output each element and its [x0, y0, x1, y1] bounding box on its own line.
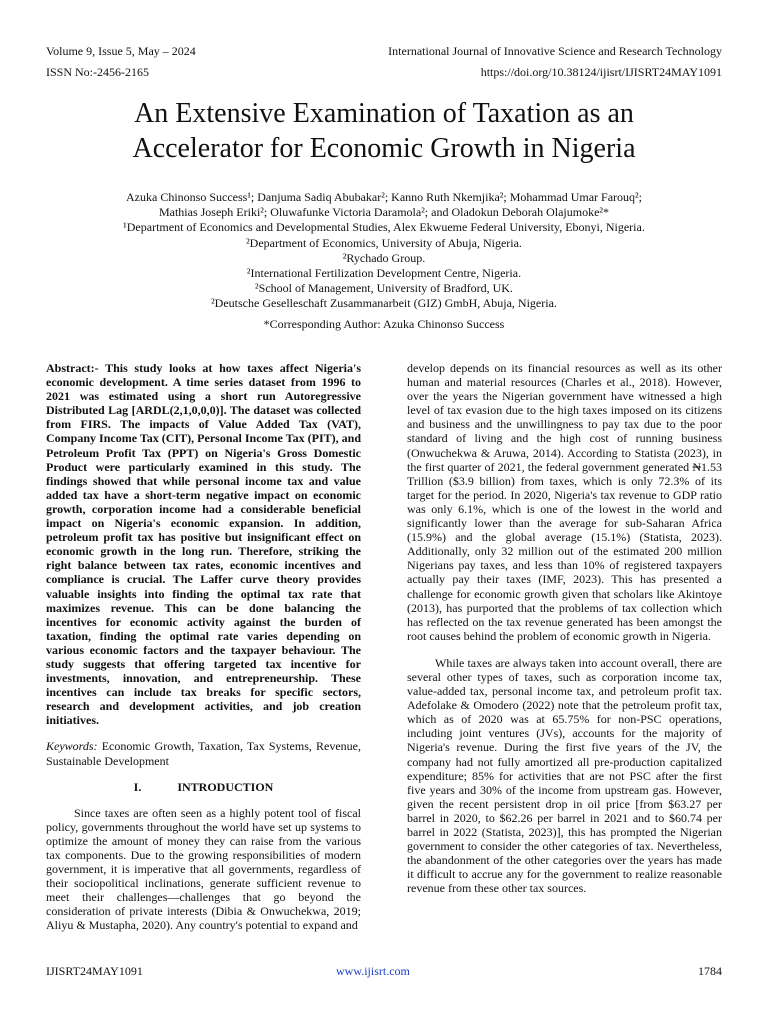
author-block — [40, 190, 728, 312]
authors-line-2: Mathias Joseph Eriki²; Oluwafunke Victoria Daramola²; and Oladokun Deborah Olajumoke²* — [158, 205, 610, 220]
corresponding-author: *Corresponding Author: Azuka Chinonso Success — [263, 317, 505, 331]
keywords — [46, 739, 361, 767]
intro-paragraph: Since taxes are often seen as a highly potent tool of fiscal policy, governments throughout the world have set up systems to optimize the amount of money they can raise from the various tax components. Due to the growing responsibilities of modern government, it is imperative that all governments, regardless of their sociopolitical inclinations, generate sufficient revenue to meet their challenges—challenges that go beyond the consideration of private interests (Dibia & Onwuchekwa, 2019; Aliyu & Mustapha, 2020). Any country's potential to expand and — [46, 805, 361, 933]
title-line-1: An Extensive Examination of Taxation as an — [134, 98, 634, 129]
affiliation: ²Rychado Group. — [342, 250, 426, 265]
keywords-label: Keywords: — [46, 739, 98, 754]
body-paragraph: develop depends on its financial resources as well as its other human and material resources (Charles et al., 2018). However, over the years the Nigerian government have witnessed a high level of tax evasion due to the high taxes imposed on its citizens and business and the unwillingness to pay tax due to the poor standard of living and the high cost of running business (Onwuchekwa & Aruwa, 2014). According to Statista (2023), in the first quarter of 2021, the federal government generated ₦1.53 Trillion ($3.9 billion) from taxes, which is only 72.3% of its target for the period. In 2020, Nigeria's tax revenue to GDP ratio was only 6.1%, which is one of the lowest in the world and significantly lower than the average for sub-Saharan Africa (15.9%) and the global average (15.1%) (Statista, 2023). Additionally, only 32 million out of the estimated 200 million Nigerians pay taxes, and less than 10% of registered taxpayers actually pay their taxes (IMF, 2023). This has presented a challenge for economic growth given that scholars like Akintoye (2013), has purported that the problems of tax collection which has reflected on the tax revenue generated has been amongst the root causes behind the problem of economic growth in Nigeria. — [407, 361, 722, 643]
affiliation: ²School of Management, University of Bradford, UK. — [255, 281, 513, 296]
page-number: 1784 — [698, 964, 722, 978]
affiliation: ²Deutsche Geselleschaft Zusammanarbeit (GIZ) GmbH, Abuja, Nigeria. — [211, 296, 557, 311]
footer-website-link[interactable]: www.ijisrt.com — [336, 964, 410, 978]
issn: ISSN No:-2456-2165 — [46, 65, 150, 79]
left-column — [46, 361, 361, 933]
section-heading — [46, 780, 361, 794]
authors-line-1: Azuka Chinonso Success¹; Danjuma Sadiq Abubakar²; Kanno Ruth Nkemjika²; Mohammad Umar Farouq²; — [126, 190, 642, 204]
keywords-text: Economic Growth, Taxation, Tax Systems, Revenue, Sustainable Development — [46, 739, 361, 768]
affiliation: ²Department of Economics, University of Abuja, Nigeria. — [246, 235, 522, 250]
volume-issue: Volume 9, Issue 5, May – 2024 — [46, 44, 196, 58]
abstract: Abstract:- This study looks at how taxes affect Nigeria's economic development. A time series dataset from 1996 to 2021 was estimated using a short run Autoregressive Distributed Lag [ARDL(2,1,0,0,0)]. The dataset was collected from FIRS. The impacts of Value Added Tax (VAT), Company Income Tax (CIT), Personal Income Tax (PIT), and Petroleum Profit Tax (PPT) on Nigeria's Gross Domestic Product were particularly examined in this study. The findings showed that while personal income tax and value added tax have a short-term negative impact on economic growth, corporation income had a considerable beneficial impact on Nigeria's economic expansion. In addition, petroleum profit tax has positive but insignificant effect on economic growth in the long run. Therefore, striking the right balance between tax rates, economic incentives and compliance is crucial. The Laffer curve theory provides valuable insights into finding the optimal tax rate that maximizes revenue. This can be done balancing the incentives for economic activity against the burden of taxation, finding the optimal rate varies depending on various economic factors and the taxpayer behaviour. The study suggests that offering targeted tax incentive for investments, innovation, and entrepreneurship. These incentives can include tax breaks for specific sectors, research and development activities, and job creation initiatives. — [46, 361, 361, 728]
section-number: I. — [133, 779, 142, 794]
footer-paper-id: IJISRT24MAY1091 — [46, 964, 143, 978]
doi-link[interactable]: https://doi.org/10.38124/ijisrt/IJISRT24MAY1091 — [480, 65, 722, 79]
body-paragraph: While taxes are always taken into account overall, there are several other types of taxes, such as corporation income tax, value-added tax, personal income tax, and petroleum profit tax. Adefolake & Omodero (2022) note that the petroleum profit tax, which as of 2020 was at 65.75% for non-PSC operations, including joint ventures (JVs), accounts for the majority of Nigeria's revenue. During the first five years of the JV, the company had not fully amortized all pre-production capitalized expenditure; 85% for activities that are not PSC after the first five years and 30% of the income from upstream gas. However, given the recent persistent drop in oil price [from $63.27 per barrel in 2020, to $62.26 per barrel in 2021 and to $60.74 per barrel in 2022 (Statista, 2023)], this has prompted the Nigerian government to consider the other categories of tax. Nevertheless, the abandonment of the other categories over the years has made it difficult to accrue any for the government to realize reasonable revenue from these other tax sources. — [407, 655, 722, 896]
title-line-2: Accelerator for Economic Growth in Nigeria — [132, 133, 636, 164]
right-column — [407, 361, 722, 895]
affiliation: ²International Fertilization Development Centre, Nigeria. — [246, 266, 522, 281]
section-title: INTRODUCTION — [177, 779, 274, 794]
affiliation: ¹Department of Economics and Developmental Studies, Alex Ekwueme Federal University, Ebonyi, Nigeria. — [123, 220, 645, 235]
paper-title — [40, 96, 728, 166]
journal-name: International Journal of Innovative Science and Research Technology — [388, 44, 722, 58]
